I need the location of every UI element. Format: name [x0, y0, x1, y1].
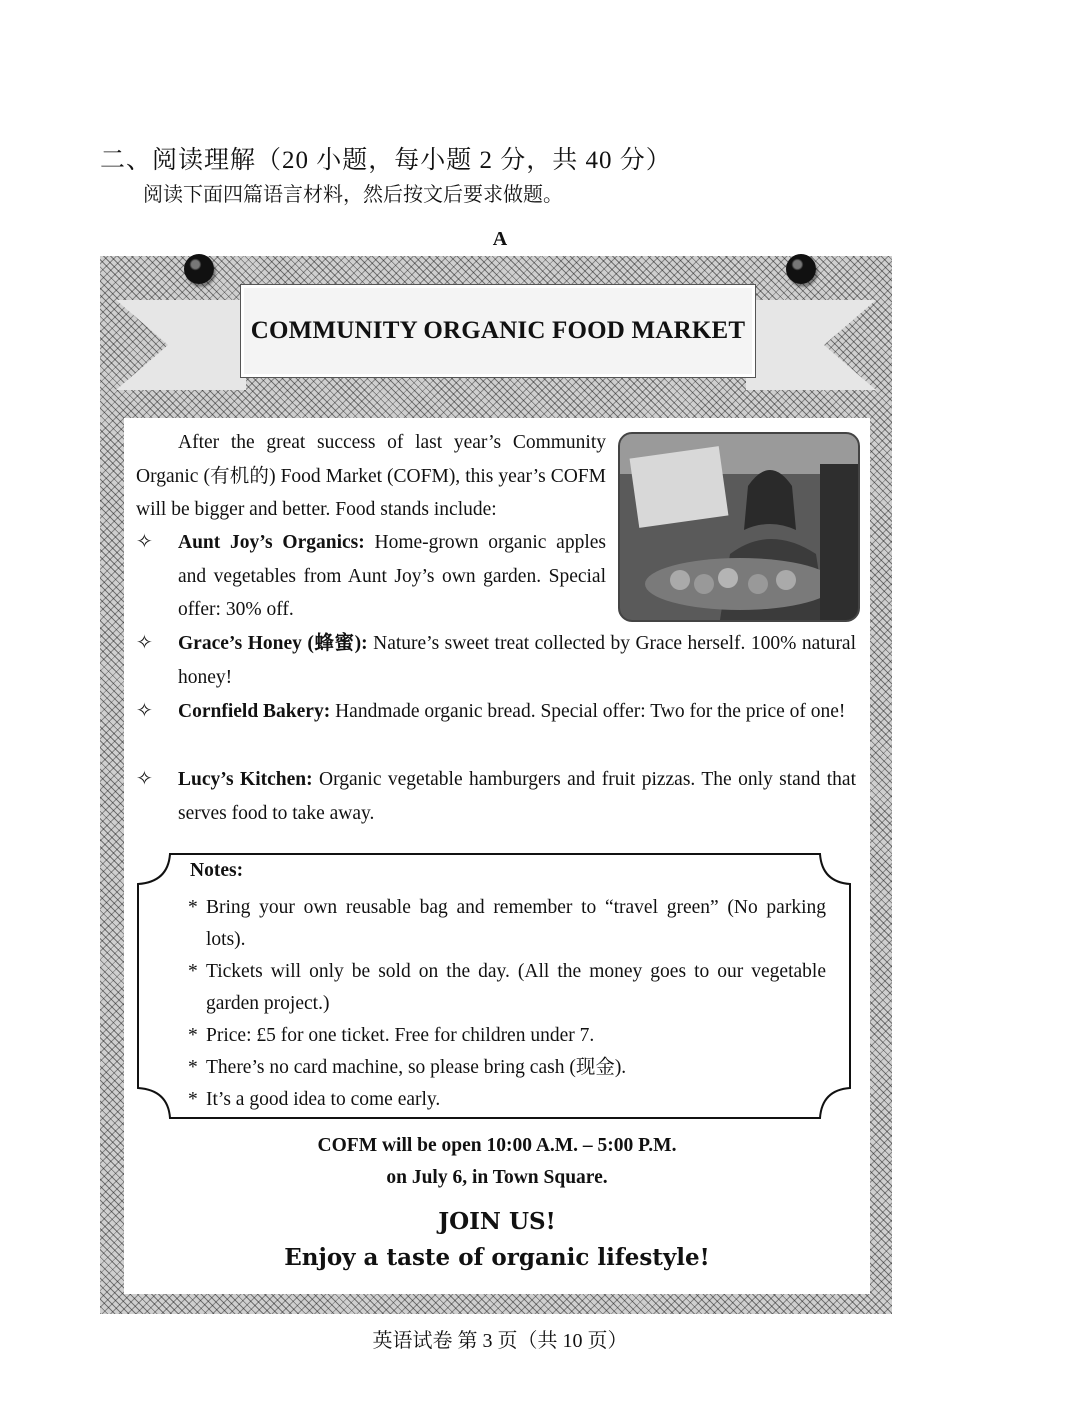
- asterisk-icon: *: [188, 1089, 198, 1110]
- slogan: Enjoy a taste of organic lifestyle!: [284, 1244, 710, 1271]
- poster-title: COMMUNITY ORGANIC FOOD MARKET: [250, 317, 746, 344]
- sparkle-bullet-icon: ✧: [136, 768, 153, 790]
- page-number: 英语试卷 第 3 页（共 10 页）: [372, 1330, 628, 1352]
- note-text: There’s no card machine, so please bring cash (现金).: [206, 1057, 627, 1078]
- sparkle-bullet-icon: ✧: [136, 632, 153, 654]
- passage-letter: A: [492, 228, 508, 250]
- stand-description: Organic vegetable hamburgers and fruit pizzas. The only stand that serves food to take away.: [178, 769, 856, 824]
- ribbon-right-tail: [746, 300, 876, 390]
- opening-hours: COFM will be open 10:00 A.M. – 5:00 P.M.: [317, 1135, 677, 1156]
- intro-paragraph: After the great success of last year’s Community Organic (有机的) Food Market (COFM), this year’s COFM will be bigger and better. Food stands include:: [136, 432, 606, 520]
- stand-item: [136, 526, 606, 626]
- stand-description: Nature’s sweet treat collected by Grace herself. 100% natural honey!: [178, 633, 857, 688]
- stand-item: [136, 695, 856, 763]
- stand-name: Lucy’s Kitchen:: [178, 769, 313, 790]
- note-text: Price: £5 for one ticket. Free for children under 7.: [206, 1025, 595, 1046]
- asterisk-icon: *: [188, 1025, 198, 1046]
- note-item: [188, 892, 828, 956]
- note-item: [188, 956, 828, 1020]
- note-text: Bring your own reusable bag and remember to “travel green” (No parking lots).: [206, 897, 826, 950]
- note-item: [188, 1084, 828, 1116]
- poster-body: [124, 418, 870, 1294]
- market-poster: [100, 256, 892, 1314]
- stand-name: Cornfield Bakery:: [178, 701, 331, 722]
- asterisk-icon: *: [188, 1057, 198, 1078]
- market-vendor-photo: [618, 432, 860, 622]
- asterisk-icon: *: [188, 897, 198, 918]
- stand-name: Aunt Joy’s Organics:: [178, 532, 365, 553]
- section-title: 二、阅读理解（20 小题，每小题 2 分，共 40 分）: [100, 147, 672, 174]
- notes-title: Notes:: [190, 860, 244, 881]
- join-us-heading: JOIN US!: [438, 1208, 556, 1235]
- pushpin-icon: [184, 254, 214, 284]
- location-date: on July 6, in Town Square.: [386, 1167, 608, 1188]
- note-item: [188, 1020, 828, 1052]
- ribbon-left-tail: [116, 300, 246, 390]
- sparkle-bullet-icon: ✧: [136, 700, 153, 722]
- stand-name: Grace’s Honey (蜂蜜):: [178, 633, 368, 654]
- stand-item: [136, 763, 856, 831]
- asterisk-icon: *: [188, 961, 198, 982]
- section-instruction: 阅读下面四篇语言材料，然后按文后要求做题。: [143, 184, 563, 206]
- stand-description: Home-grown organic apples and vegetables from Aunt Joy’s own garden. Special offer: 30% off.: [178, 532, 606, 620]
- vendor-photo-illustration: [620, 434, 858, 620]
- note-text: It’s a good idea to come early.: [206, 1089, 441, 1110]
- sparkle-bullet-icon: ✧: [136, 531, 153, 553]
- pushpin-icon: [786, 254, 816, 284]
- title-banner: [240, 284, 756, 378]
- note-item: [188, 1052, 828, 1084]
- note-text: Tickets will only be sold on the day. (All the money goes to our vegetable garden project.): [206, 961, 826, 1014]
- stand-item: [136, 627, 856, 695]
- notes-box: [136, 852, 852, 1120]
- stand-description: Handmade organic bread. Special offer: Two for the price of one!: [330, 701, 846, 722]
